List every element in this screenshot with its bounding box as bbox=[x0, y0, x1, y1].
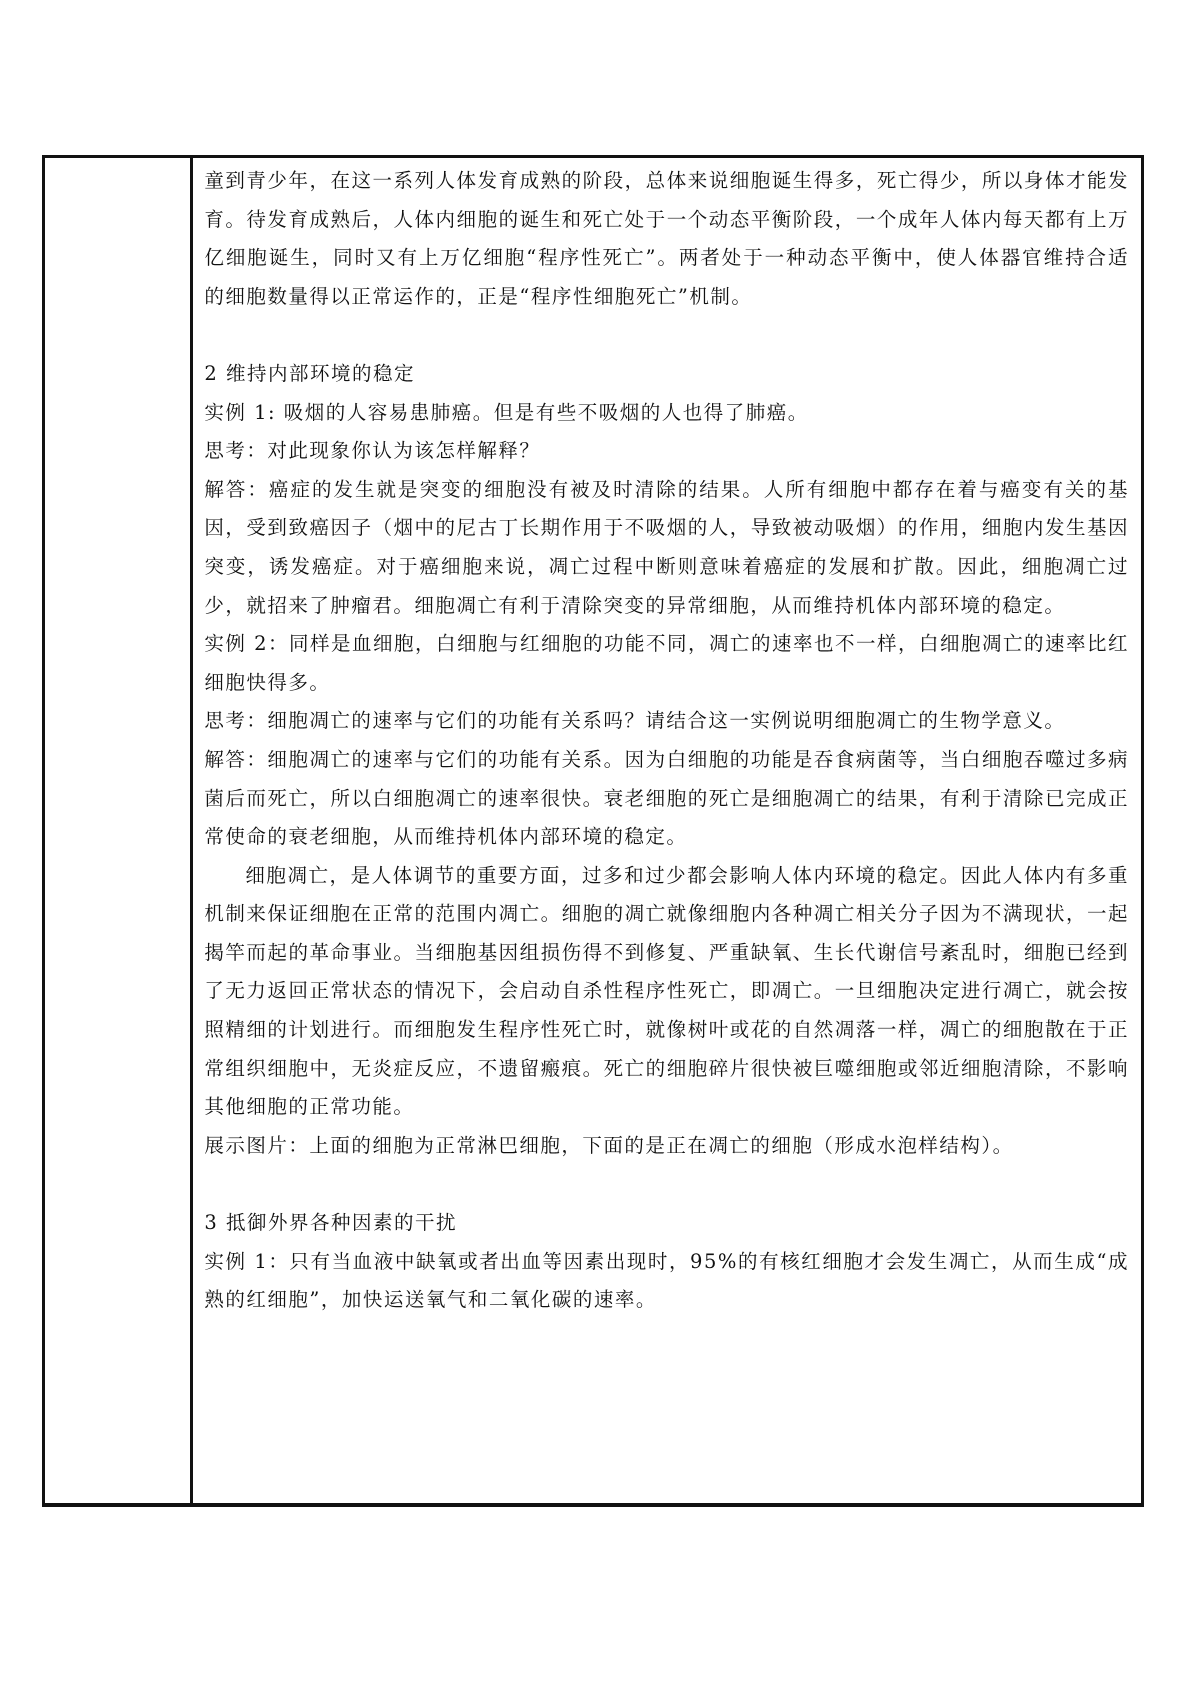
blank-line bbox=[204, 316, 1129, 355]
text-line: 常组织细胞中，无炎症反应，不遗留瘢痕。死亡的细胞碎片很快被巨噬细胞或邻近细胞清除，不影响 bbox=[204, 1056, 1129, 1080]
text-line: 实例 1: 吸烟的人容易患肺癌。但是有些不吸烟的人也得了肺癌。 bbox=[204, 400, 809, 424]
text-line: 的细胞数量得以正常运作的，正是“程序性细胞死亡”机制。 bbox=[204, 284, 753, 308]
content-table bbox=[42, 155, 1144, 1507]
blank-line bbox=[204, 1165, 1129, 1204]
text-line: 其他细胞的正常功能。 bbox=[204, 1095, 415, 1119]
text-line: 了无力返回正常状态的情况下，会启动自杀性程序性死亡，即凋亡。一旦细胞决定进行凋亡，就会按 bbox=[204, 979, 1129, 1003]
table-right-cell bbox=[193, 158, 1141, 1503]
text-line: 解答：癌症的发生就是突变的细胞没有被及时清除的结果。人所有细胞中都存在着与癌变有关的基 bbox=[204, 477, 1129, 501]
text-line: 常使命的衰老细胞，从而维持机体内部环境的稳定。 bbox=[204, 825, 688, 849]
text-line: 亿细胞诞生，同时又有上万亿细胞“程序性死亡”。两者处于一种动态平衡中，使人体器官维持合适 bbox=[204, 246, 1129, 270]
text-line: 展示图片：上面的细胞为正常淋巴细胞，下面的是正在凋亡的细胞（形成水泡样结构）。 bbox=[204, 1133, 1014, 1157]
table-left-cell bbox=[45, 158, 193, 1503]
text-line: 突变，诱发癌症。对于癌细胞来说，凋亡过程中断则意味着癌症的发展和扩散。因此，细胞凋亡过 bbox=[204, 554, 1129, 578]
text-line: 熟的红细胞”，加快运送氧气和二氧化碳的速率。 bbox=[204, 1288, 657, 1312]
text-line: 细胞凋亡，是人体调节的重要方面，过多和过少都会影响人体内环境的稳定。因此人体内有多重 bbox=[245, 863, 1129, 887]
text-line: 菌后而死亡，所以白细胞凋亡的速率很快。衰老细胞的死亡是细胞凋亡的结果，有利于清除已完成正 bbox=[204, 786, 1129, 810]
text-line: 照精细的计划进行。而细胞发生程序性死亡时，就像树叶或花的自然凋落一样，凋亡的细胞散在于正 bbox=[204, 1018, 1129, 1042]
text-line: 因，受到致癌因子（烟中的尼古丁长期作用于不吸烟的人，导致被动吸烟）的作用，细胞内发生基因 bbox=[204, 516, 1129, 540]
section-heading: 3 抵御外界各种因素的干扰 bbox=[204, 1211, 457, 1235]
section-heading: 2 维持内部环境的稳定 bbox=[204, 361, 415, 385]
text-line: 实例 2：同样是血细胞，白细胞与红细胞的功能不同，凋亡的速率也不一样，白细胞凋亡的速率比红 bbox=[204, 632, 1129, 656]
text-line: 机制来保证细胞在正常的范围内凋亡。细胞的凋亡就像细胞内各种凋亡相关分子因为不满现状，一起 bbox=[204, 902, 1129, 926]
text-line: 细胞快得多。 bbox=[204, 670, 331, 694]
text-line: 少，就招来了肿瘤君。细胞凋亡有利于清除突变的异常细胞，从而维持机体内部环境的稳定。 bbox=[204, 593, 1066, 617]
text-line: 思考：细胞凋亡的速率与它们的功能有关系吗？请结合这一实例说明细胞凋亡的生物学意义。 bbox=[204, 709, 1066, 733]
text-line: 揭竿而起的革命事业。当细胞基因组损伤得不到修复、严重缺氧、生长代谢信号紊乱时，细胞已经到 bbox=[204, 940, 1129, 964]
text-line: 育。待发育成熟后，人体内细胞的诞生和死亡处于一个动态平衡阶段，一个成年人体内每天都有上万 bbox=[204, 207, 1129, 231]
text-line: 实例 1：只有当血液中缺氧或者出血等因素出现时，95%的有核红细胞才会发生凋亡，从而生成“成 bbox=[204, 1249, 1129, 1273]
text-line: 童到青少年，在这一系列人体发育成熟的阶段，总体来说细胞诞生得多，死亡得少，所以身体才能发 bbox=[204, 169, 1129, 192]
text-line: 思考：对此现象你认为该怎样解释？ bbox=[204, 439, 541, 463]
text-line: 解答：细胞凋亡的速率与它们的功能有关系。因为白细胞的功能是吞食病菌等，当白细胞吞噬过多病 bbox=[204, 747, 1129, 771]
